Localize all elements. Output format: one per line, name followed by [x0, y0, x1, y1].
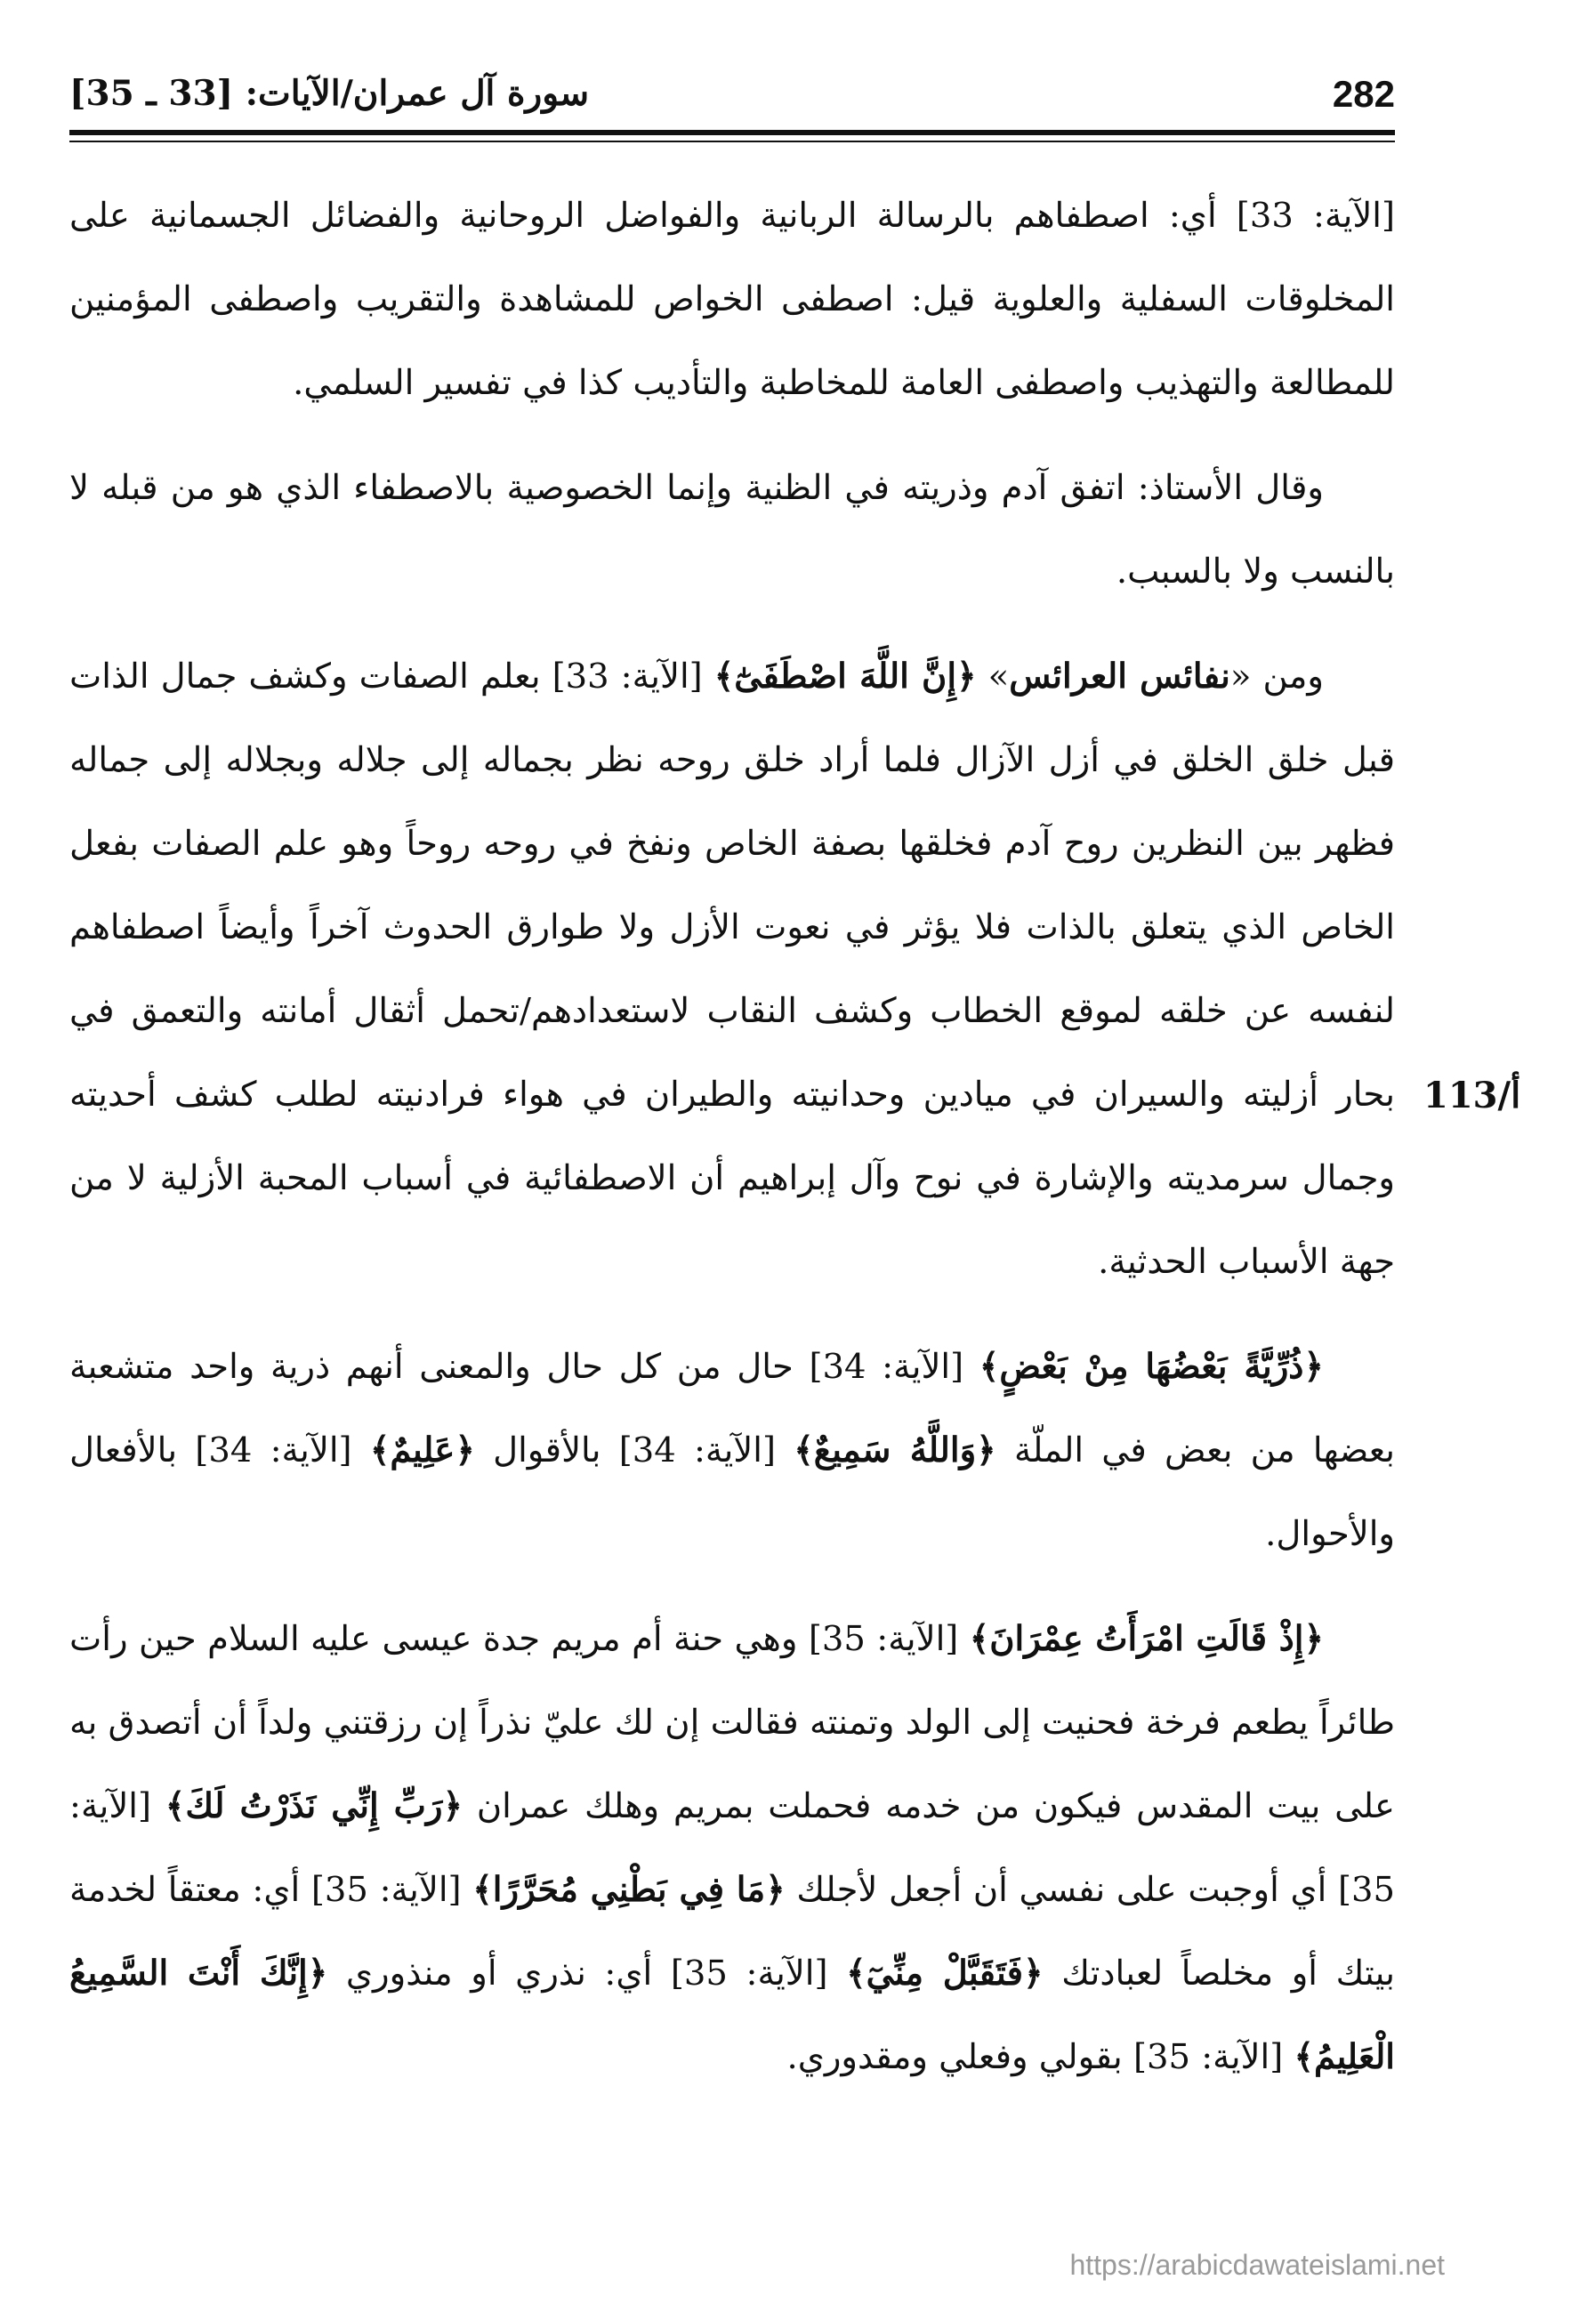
quran-verse: ﴿مَا فِي بَطْنِي مُحَرَّرًا﴾ — [472, 1870, 786, 1910]
paragraph-text: [الآية: 35] أي أوجبت على نفسي أن أجعل لأجلك — [69, 1786, 1396, 1910]
paragraph-text: [الآية: 35] أي: نذري أو منذوري — [327, 1953, 847, 1994]
paragraph-text: وقال الأستاذ: اتفق آدم وذريته في الظنية وإنما الخصوصية بالاصطفاء الذي هو من قبله لا بالنسب ولا بالسبب. — [69, 468, 1395, 592]
header-rule-thin — [69, 141, 1395, 142]
paragraph-text: ومن « — [1229, 657, 1324, 697]
quran-verse: ﴿إِنَّكَ أَنْتَ السَّمِيعُ الْعَلِيمُ﴾ — [69, 1953, 1395, 2077]
paragraph-5 — [69, 1598, 1395, 2099]
quran-verse: ﴿رَبِّ إِنِّي نَذَرْتُ لَكَ﴾ — [165, 1786, 463, 1826]
quran-verse: ﴿إِذْ قَالَتِ امْرَأَتُ عِمْرَانَ﴾ — [969, 1619, 1325, 1659]
running-title: سورة آل عمران/الآيات: [33 ـ 35] — [69, 73, 590, 114]
quran-verse: ﴿وَاللَّهُ سَمِيعٌ﴾ — [794, 1430, 996, 1470]
page-number: 282 — [1332, 73, 1395, 115]
header-rule-thick — [69, 130, 1395, 135]
paragraph-text: [الآية: 33] أي: اصطفاهم بالرسالة الربانية والفواضل الروحانية والفضائل الجسمانية على المخلوقات السفلية والعلوية قيل: اصطفى الخواص للمشاهدة والتقريب واصطفى المؤمنين للمطالعة والتهذيب واصطفى العامة للمخاطبة والتأديب كذا في تفسير السلمي. — [69, 196, 1395, 403]
quran-verse: ﴿إِنَّ اللَّهَ اصْطَفَىٰٓ﴾ — [713, 657, 977, 697]
paragraph-text: » — [976, 657, 1010, 697]
paragraph-text: [الآية: 34] حال من كل حال والمعنى أنهم ذرية واحد متشعبة بعضها من بعض في الملّة — [69, 1347, 1395, 1470]
paragraph-text: [الآية: 33] بعلم الصفات وكشف جمال الذات قبل خلق الخلق في أزل الآزال فلما أراد خلق روحه نظر بجماله إلى جلاله وبجلاله إلى جماله فظهر بين النظرين روح آدم فخلقها بصفة الخاص ونفخ في روحه روحاً وهو علم الصفات بفعل الخاص الذي يتعلق بالذات فلا يؤثر في نعوت الأزل ولا طوارق الحدوث آخراً وأيضاً اصطفاهم لنفسه عن خلقه لموقع الخطاب وكشف النقاب لاستعدادهم/تحمل أثقال أمانته والتعمق في بحار أزليته والسيران في ميادين وحدانيته والطيران في هواء فرادنيته لطلب كشف أحديته وجمال سرمديته والإشارة في نوح وآل إبراهيم أن الاصطفائية في أسباب المحبة الأزلية لا من جهة الأسباب الحدثية. — [69, 657, 1395, 1282]
commentary-text — [69, 174, 1395, 2121]
page-header — [69, 73, 1395, 126]
paragraph-3 — [69, 635, 1395, 1304]
paragraph-1 — [69, 174, 1395, 425]
paragraph-2 — [69, 447, 1395, 614]
paragraph-text: [الآية: 35] أي: معتقاً لخدمة بيتك أو مخلصاً لعبادتك — [69, 1870, 1395, 1994]
source-title: نفائس العرائس — [1009, 657, 1230, 697]
watermark-url: https://arabicdawateislami.net — [1069, 2249, 1445, 2281]
quran-verse: ﴿فَتَقَبَّلْ مِنِّيٓ﴾ — [846, 1953, 1044, 1994]
quran-verse: ﴿عَلِيمٌ﴾ — [369, 1430, 475, 1470]
paragraph-text: [الآية: 34] بالأفعال والأحوال. — [69, 1430, 1395, 1554]
margin-folio-note: 113/أ — [1423, 1075, 1521, 1116]
quran-verse: ﴿ذُرِّيَّةً بَعْضُهَا مِنْ بَعْضٍ﴾ — [979, 1347, 1324, 1387]
paragraph-text: [الآية: 35] بقولي وفعلي ومقدوري. — [786, 2037, 1294, 2077]
paragraph-text: [الآية: 35] وهي حنة أم مريم جدة عيسى عليه السلام حين رأت طائراً يطعم فرخة فحنيت إلى الولد وتمنته فقالت إن لك عليّ نذراً إن رزقتني ولداً أن أتصدق به على بيت المقدس فيكون من خدمه فحملت بمريم وهلك عمران — [69, 1619, 1395, 1826]
paragraph-4 — [69, 1325, 1395, 1576]
paragraph-text: [الآية: 34] بالأقوال — [474, 1430, 794, 1470]
